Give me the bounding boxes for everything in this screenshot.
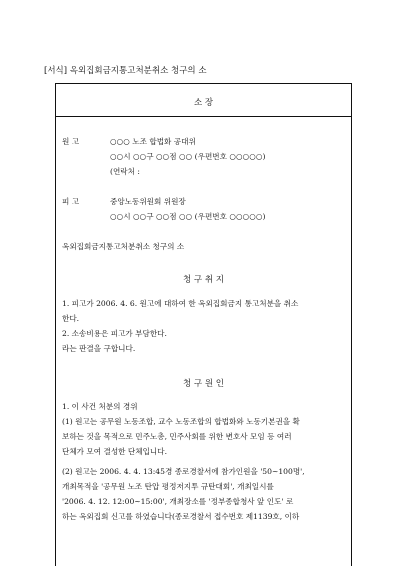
defendant-label: 피 고 bbox=[62, 197, 80, 206]
purpose-line: 한다. bbox=[62, 314, 80, 323]
purpose-line: 라는 판결을 구합니다. bbox=[62, 344, 136, 353]
form-caption: [서식] 옥외집회금지통고처분취소 청구의 소 bbox=[44, 66, 207, 76]
defendant-address: ○○시 ○○구 ○○점 ○○ (우편번호 ○○○○○) bbox=[110, 212, 266, 221]
purpose-line: 2. 소송비용은 피고가 부담한다. bbox=[62, 329, 167, 338]
plaintiff-name: ○○○ 노조 합법화 공대위 bbox=[110, 137, 196, 146]
cause-heading: 청 구 원 인 bbox=[183, 379, 224, 389]
purpose-line: 1. 피고가 2006. 4. 6. 원고에 대하여 한 옥외집회금지 통고처분을 취소 bbox=[62, 299, 299, 308]
cause-line: (2) 원고는 2006. 4. 4. 13:45경 종로경찰서에 참가인원을 '50~100명', bbox=[62, 467, 305, 476]
plaintiff-label: 원 고 bbox=[62, 137, 80, 146]
case-name: 옥외집회금지통고처분취소 청구의 소 bbox=[62, 242, 185, 251]
cause-line: 하는 옥외집회 신고를 하였습니다(종로경찰서 접수번호 제1139호, 이하 bbox=[62, 512, 300, 521]
purpose-heading: 청 구 취 지 bbox=[183, 275, 224, 285]
cause-line: 보하는 것을 목적으로 민주노총, 민주사회를 위한 변호사 모임 등 여러 bbox=[62, 432, 292, 441]
title-divider bbox=[56, 116, 351, 117]
cause-line: 개최목적을 '공무원 노조 탄압 평정저지투 규탄대회', 개최일시를 bbox=[62, 482, 274, 491]
plaintiff-contact: (연락처 : bbox=[110, 167, 140, 176]
complaint-document bbox=[55, 83, 352, 566]
cause-line: (1) 원고는 공무원 노동조합, 교수 노동조합의 합법화와 노동기본권을 확 bbox=[62, 417, 300, 426]
cause-line: '2006. 4. 12. 12:00~15:00', 개최장소를 '정부종합청사 앞 인도' 로 bbox=[62, 497, 294, 506]
plaintiff-address: ○○시 ○○구 ○○점 ○○ (우편번호 ○○○○○) bbox=[110, 152, 266, 161]
cause-line: 1. 이 사건 처분의 경위 bbox=[62, 402, 138, 411]
document-title: 소 장 bbox=[193, 98, 214, 108]
defendant-name: 중앙노동위원회 위원장 bbox=[110, 197, 186, 206]
cause-line: 단체가 모여 결성한 단체입니다. bbox=[62, 447, 168, 456]
